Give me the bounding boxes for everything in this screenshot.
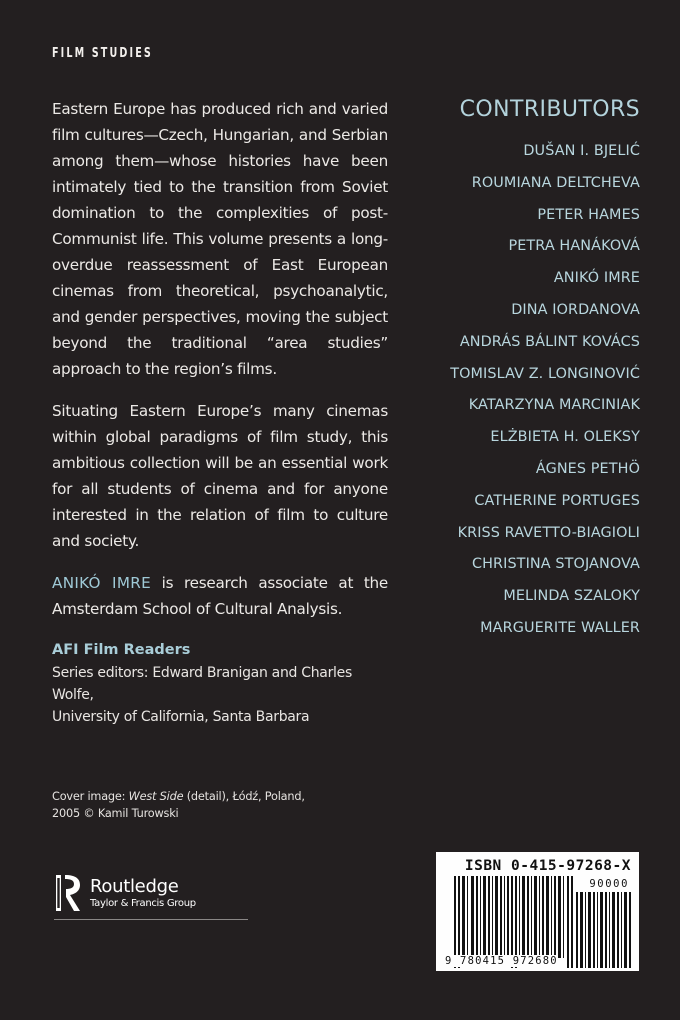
publisher-name: Routledge bbox=[90, 875, 179, 897]
contributor-name: ELŻBIETA H. OLEKSY bbox=[490, 429, 640, 446]
contributor-name: CATHERINE PORTUGES bbox=[474, 492, 640, 509]
contributor-name: ANIKÓ IMRE bbox=[553, 270, 640, 287]
series-editors-line-1: Series editors: Edward Branigan and Charles Wolfe, bbox=[52, 665, 352, 703]
cover-credit-line-2: 2005 © Kamil Turowski bbox=[52, 807, 179, 820]
contributor-name: MARGUERITE WALLER bbox=[480, 619, 640, 636]
addon-barcode-bars-icon bbox=[574, 892, 632, 968]
contributor-name: ÁGNES PETHÖ bbox=[535, 460, 640, 477]
contributor-name: ROUMIANA DELTCHEVA bbox=[471, 174, 640, 191]
routledge-r-logo-icon bbox=[56, 873, 82, 913]
contributors-list bbox=[380, 136, 640, 645]
ean-number: 9 780415 972680 bbox=[445, 955, 558, 967]
contributor-name: PETER HAMES bbox=[537, 206, 640, 223]
contributors-heading: CONTRIBUTORS bbox=[459, 97, 640, 122]
author-bio-text: is research associate at the Amsterdam School of Cultural Analysis. bbox=[52, 574, 389, 618]
contributor-name: TOMISLAV Z. LONGINOVIĆ bbox=[450, 365, 640, 382]
contributor-name: KRISS RAVETTO-BIAGIOLI bbox=[457, 524, 640, 541]
description-column bbox=[52, 96, 388, 728]
isbn-addon-number: 90000 bbox=[589, 878, 629, 890]
publisher-divider bbox=[54, 919, 248, 920]
author-bio bbox=[52, 570, 388, 622]
publisher-group: Taylor & Francis Group bbox=[90, 897, 196, 909]
series-title: AFI Film Readers bbox=[52, 642, 191, 658]
series-label: FILM STUDIES bbox=[52, 46, 153, 61]
contributors-column bbox=[380, 96, 640, 645]
isbn-barcode bbox=[436, 852, 639, 971]
publisher-block bbox=[56, 873, 196, 913]
cover-credit bbox=[52, 788, 352, 822]
contributor-name: CHRISTINA STOJANOVA bbox=[471, 556, 640, 573]
cover-image-title: West Side bbox=[128, 790, 184, 803]
contributor-name: ANDRÁS BÁLINT KOVÁCS bbox=[459, 333, 640, 350]
description-paragraph-2: Situating Eastern Europe’s many cinemas within global paradigms of film study, this ambitious collection will be an essential work for all students of cinema and for anyone interested in the relation of film to culture and society. bbox=[52, 402, 388, 550]
contributor-name: KATARZYNA MARCINIAK bbox=[468, 397, 640, 414]
contributor-name: DUŠAN I. BJELIĆ bbox=[523, 143, 640, 159]
contributor-name: MELINDA SZALOKY bbox=[503, 588, 640, 605]
series-editors-line-2: University of California, Santa Barbara bbox=[52, 709, 310, 725]
description-paragraph-1: Eastern Europe has produced rich and varied film cultures—Czech, Hungarian, and Serbian among them—whose histories have been intimately tied to the transition from Soviet domination to the complexities of post-Communist life. This volume presents a long-overdue reassessment of East European cinemas from theoretical, psychoanalytic, and gender perspectives, moving the subject beyond the traditional “area studies” approach to the region’s films. bbox=[52, 100, 388, 378]
contributor-name: DINA IORDANOVA bbox=[511, 301, 640, 318]
contributor-name: PETRA HANÁKOVÁ bbox=[508, 238, 640, 255]
author-name: ANIKÓ IMRE bbox=[52, 574, 151, 592]
isbn-text: ISBN 0-415-97268-X bbox=[464, 858, 631, 874]
cover-credit-prefix: Cover image: bbox=[52, 790, 129, 803]
cover-credit-suffix: (detail), Łódź, Poland, bbox=[183, 790, 305, 803]
